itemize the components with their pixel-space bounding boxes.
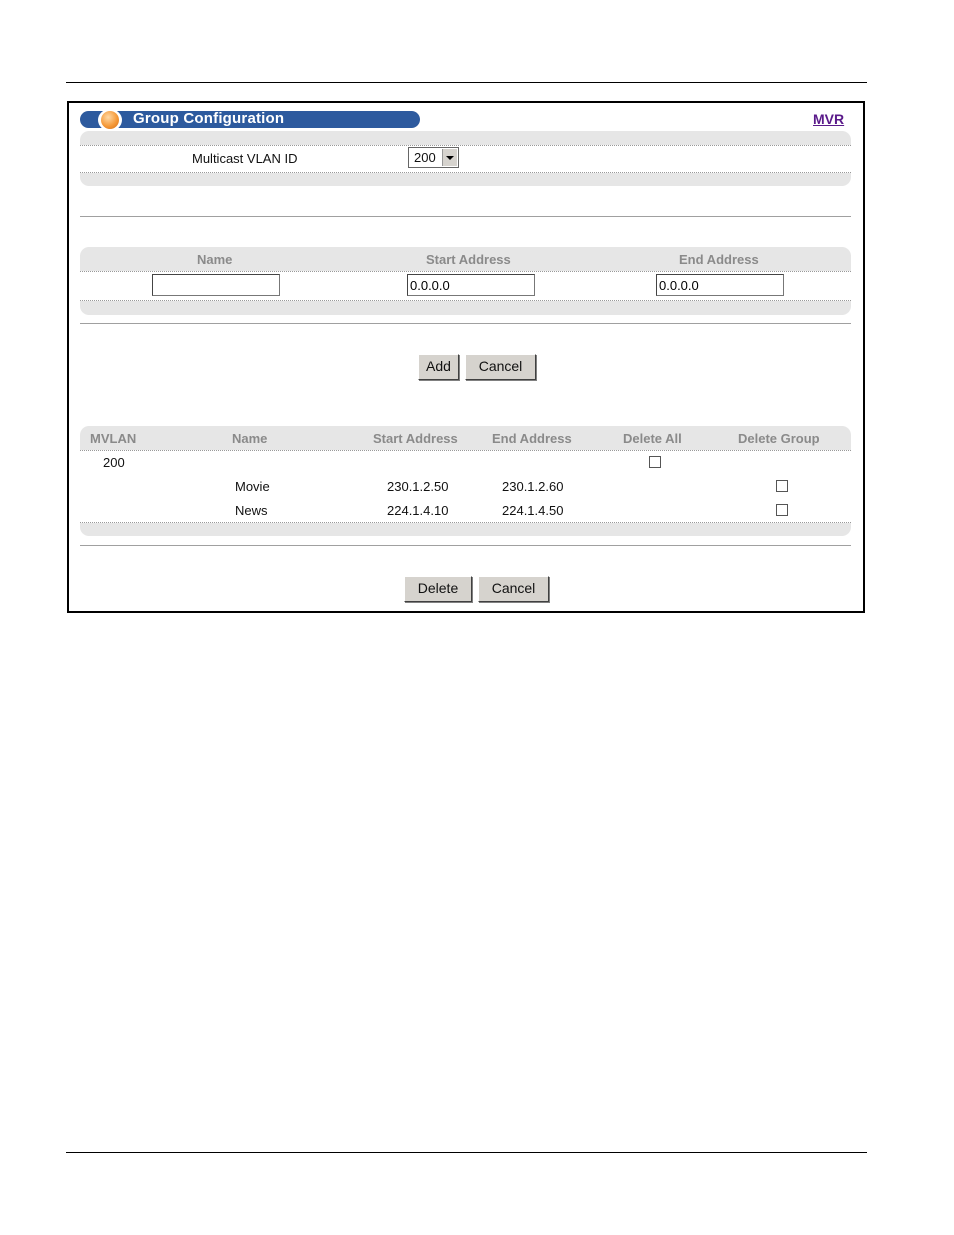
- start-address-input[interactable]: [407, 274, 535, 296]
- chevron-down-icon[interactable]: [442, 149, 457, 166]
- col-header-name: Name: [232, 431, 268, 446]
- divider: [80, 323, 851, 324]
- group-start-address: 230.1.2.50: [387, 479, 449, 494]
- col-header-delete-all: Delete All: [623, 431, 682, 446]
- table-row: [80, 474, 851, 499]
- col-header-delete-group: Delete Group: [738, 431, 820, 446]
- page-title: Group Configuration: [133, 110, 285, 127]
- delete-button[interactable]: Delete: [404, 576, 472, 602]
- col-header-end: End Address: [492, 431, 572, 446]
- group-start-address: 224.1.4.10: [387, 503, 449, 518]
- form-header-start: Start Address: [426, 252, 511, 267]
- vlan-select[interactable]: [408, 147, 459, 168]
- mvr-link[interactable]: MVR: [813, 111, 845, 127]
- delete-group-checkbox[interactable]: [776, 480, 788, 492]
- cancel-button[interactable]: Cancel: [465, 354, 536, 380]
- orb-icon: [98, 109, 122, 131]
- name-input[interactable]: [152, 274, 280, 296]
- table-row: [80, 450, 851, 476]
- group-end-address: 224.1.4.50: [502, 503, 564, 518]
- col-header-mvlan: MVLAN: [90, 431, 137, 446]
- form-header-end: End Address: [679, 252, 759, 267]
- group-end-address: 230.1.2.60: [502, 479, 564, 494]
- divider: [80, 545, 851, 546]
- table-row: [80, 498, 851, 523]
- form-header-name: Name: [197, 252, 233, 267]
- divider: [80, 216, 851, 217]
- delete-group-checkbox[interactable]: [776, 504, 788, 516]
- top-rule: [66, 82, 867, 83]
- vlan-label: Multicast VLAN ID: [192, 151, 298, 166]
- group-name: Movie: [235, 479, 270, 494]
- col-header-start: Start Address: [373, 431, 458, 446]
- mvlan-value: 200: [103, 455, 125, 470]
- end-address-input[interactable]: [656, 274, 784, 296]
- vlan-select-value: 200: [414, 150, 436, 165]
- cancel-button[interactable]: Cancel: [478, 576, 549, 602]
- add-button[interactable]: Add: [418, 354, 459, 380]
- delete-all-checkbox[interactable]: [649, 456, 661, 468]
- bottom-rule: [66, 1152, 867, 1153]
- group-name: News: [235, 503, 268, 518]
